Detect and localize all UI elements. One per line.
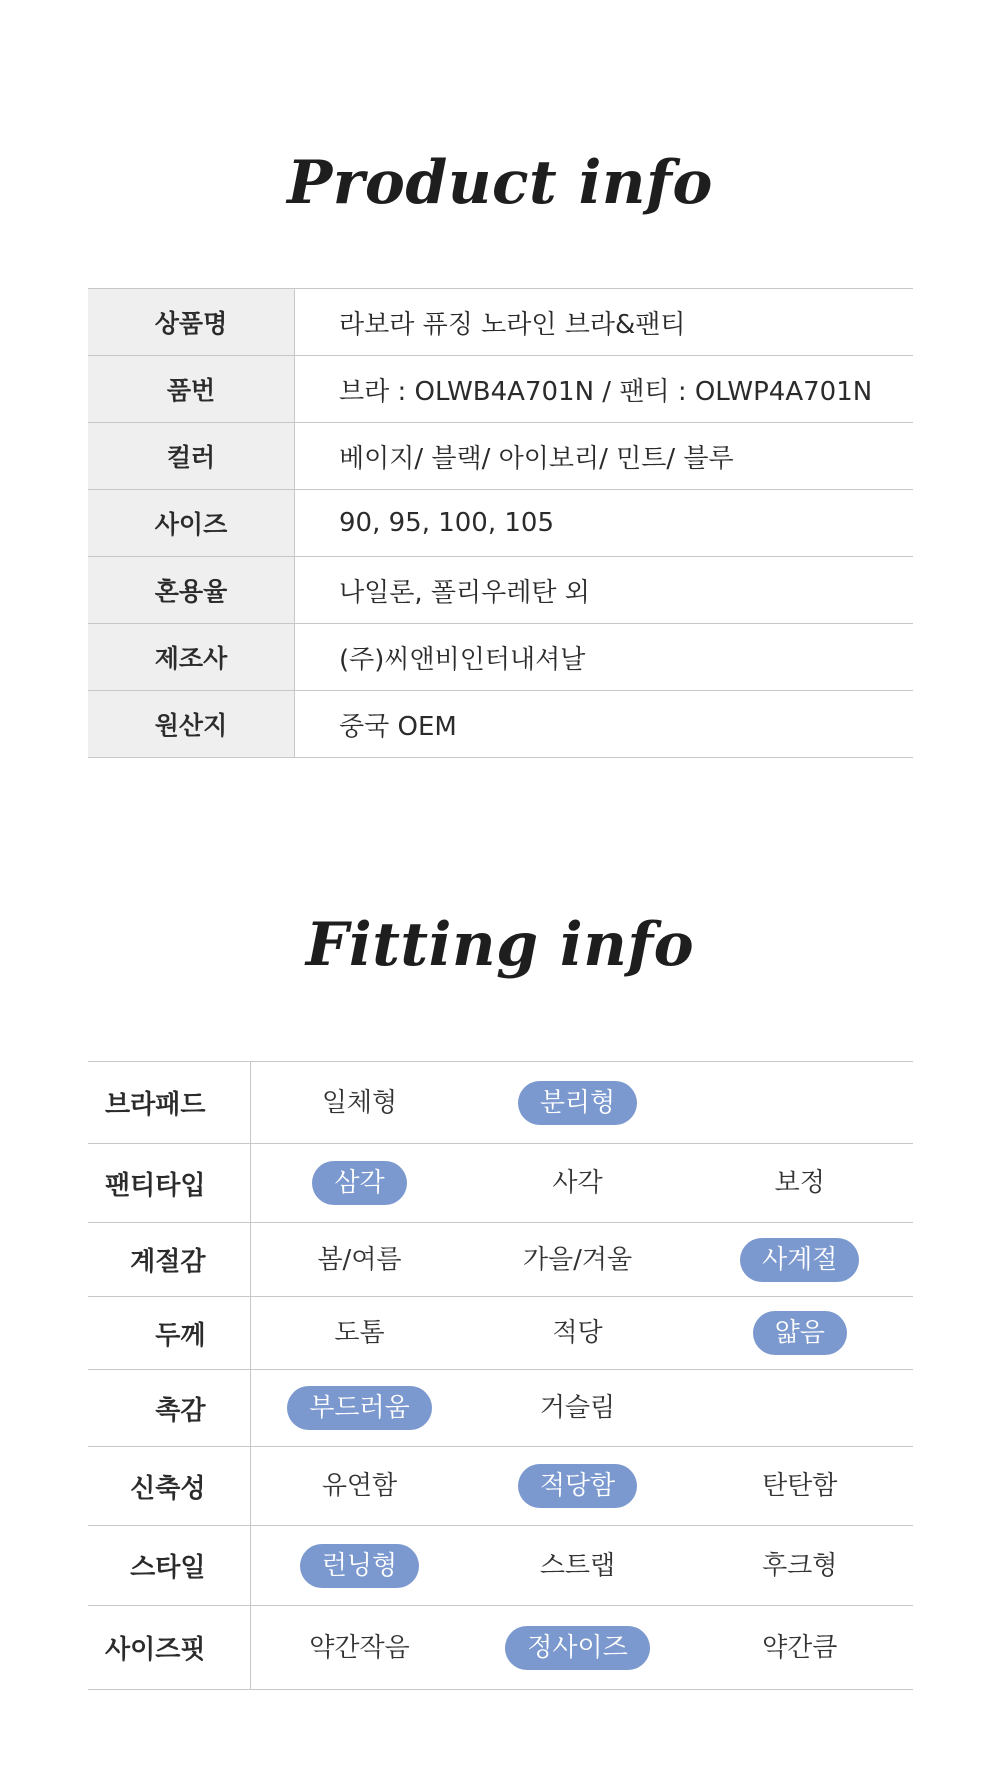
fitting-row-elasticity [88, 1447, 913, 1526]
manufacturer-label: 제조사 [88, 624, 295, 691]
fitting-option-cell [469, 1526, 687, 1606]
fitting-option-cell [250, 1062, 469, 1144]
fitting-label-elasticity: 신축성 [88, 1447, 250, 1526]
product-code-label: 품번 [88, 356, 295, 423]
fitting-option-cell [687, 1447, 914, 1526]
table-row [88, 289, 913, 356]
color-label: 컬러 [88, 423, 295, 490]
fitting-option-cell [687, 1144, 914, 1223]
fitting-option-cell [250, 1297, 469, 1370]
fitting-option: 약간작음 [309, 1632, 410, 1663]
table-row [88, 691, 913, 758]
fitting-option: 사각 [552, 1168, 603, 1198]
selected-option-badge: 삼각 [312, 1161, 406, 1205]
origin-value: 중국 OEM [295, 691, 914, 758]
selected-option-badge: 런닝형 [300, 1544, 419, 1588]
table-row [88, 423, 913, 490]
table-row [88, 356, 913, 423]
fitting-option: 일체형 [321, 1087, 398, 1118]
selected-option-badge: 사계절 [740, 1238, 859, 1282]
table-row [88, 557, 913, 624]
selected-option-badge: 적당함 [518, 1464, 637, 1508]
fitting-row-size-fit [88, 1606, 913, 1690]
fitting-option: 약간큼 [762, 1632, 838, 1663]
fitting-option-cell [687, 1062, 914, 1144]
fitting-option-cell [687, 1370, 914, 1447]
product-info-title: Product info [287, 148, 713, 218]
fitting-option: 유연함 [321, 1471, 398, 1501]
product-name-value: 라보라 퓨징 노라인 브라&팬티 [295, 289, 914, 356]
fitting-option: 탄탄함 [762, 1471, 838, 1501]
fitting-label-bra-pad: 브라패드 [88, 1062, 250, 1144]
fitting-option-cell [687, 1526, 914, 1606]
fitting-option: 적당 [552, 1318, 603, 1348]
fitting-option-cell [469, 1144, 687, 1223]
fitting-option-cell [469, 1606, 687, 1690]
fitting-option-cell [250, 1370, 469, 1447]
fitting-option-cell [469, 1062, 687, 1144]
fitting-option: 봄/여름 [317, 1244, 402, 1275]
fitting-label-texture: 촉감 [88, 1370, 250, 1447]
material-value: 나일론, 폴리우레탄 외 [295, 557, 914, 624]
fitting-option: 후크형 [762, 1550, 838, 1581]
fitting-option-cell [687, 1606, 914, 1690]
product-code-value: 브라 : OLWB4A701N / 팬티 : OLWP4A701N [295, 356, 914, 423]
product-info-table [88, 288, 913, 758]
manufacturer-value: (주)씨앤비인터내셔날 [295, 624, 914, 691]
material-label: 혼용율 [88, 557, 295, 624]
fitting-label-panty-type: 팬티타입 [88, 1144, 250, 1223]
fitting-option-cell [469, 1447, 687, 1526]
fitting-option: 도톰 [334, 1318, 385, 1348]
fitting-info-table [88, 1061, 913, 1690]
fitting-row-thickness [88, 1297, 913, 1370]
fitting-option-cell [687, 1297, 914, 1370]
fitting-row-style [88, 1526, 913, 1606]
table-row [88, 490, 913, 557]
fitting-option-cell [250, 1144, 469, 1223]
fitting-option: 보정 [774, 1168, 825, 1198]
fitting-option-cell [469, 1370, 687, 1447]
fitting-row-texture [88, 1370, 913, 1447]
fitting-row-panty-type [88, 1144, 913, 1223]
fitting-option-cell [469, 1223, 687, 1297]
fitting-option-cell [250, 1526, 469, 1606]
table-row [88, 624, 913, 691]
size-label: 사이즈 [88, 490, 295, 557]
fitting-label-season: 계절감 [88, 1223, 250, 1297]
fitting-row-bra-pad [88, 1062, 913, 1144]
size-value: 90, 95, 100, 105 [295, 490, 914, 557]
selected-option-badge: 얇음 [753, 1311, 847, 1355]
fitting-option-cell [250, 1606, 469, 1690]
fitting-row-season [88, 1223, 913, 1297]
fitting-option-cell [687, 1223, 914, 1297]
selected-option-badge: 분리형 [518, 1081, 637, 1125]
fitting-label-style: 스타일 [88, 1526, 250, 1606]
fitting-option: 거슬림 [539, 1393, 616, 1423]
selected-option-badge: 정사이즈 [505, 1626, 649, 1670]
fitting-option-cell [469, 1297, 687, 1370]
fitting-label-thickness: 두께 [88, 1297, 250, 1370]
product-name-label: 상품명 [88, 289, 295, 356]
fitting-option-cell [250, 1223, 469, 1297]
fitting-option: 스트랩 [539, 1550, 616, 1581]
fitting-label-size-fit: 사이즈핏 [88, 1606, 250, 1690]
color-value: 베이지/ 블랙/ 아이보리/ 민트/ 블루 [295, 423, 914, 490]
origin-label: 원산지 [88, 691, 295, 758]
fitting-option-cell [250, 1447, 469, 1526]
selected-option-badge: 부드러움 [287, 1386, 431, 1430]
fitting-info-title: Fitting info [305, 910, 695, 980]
fitting-option: 가을/겨울 [522, 1244, 633, 1275]
